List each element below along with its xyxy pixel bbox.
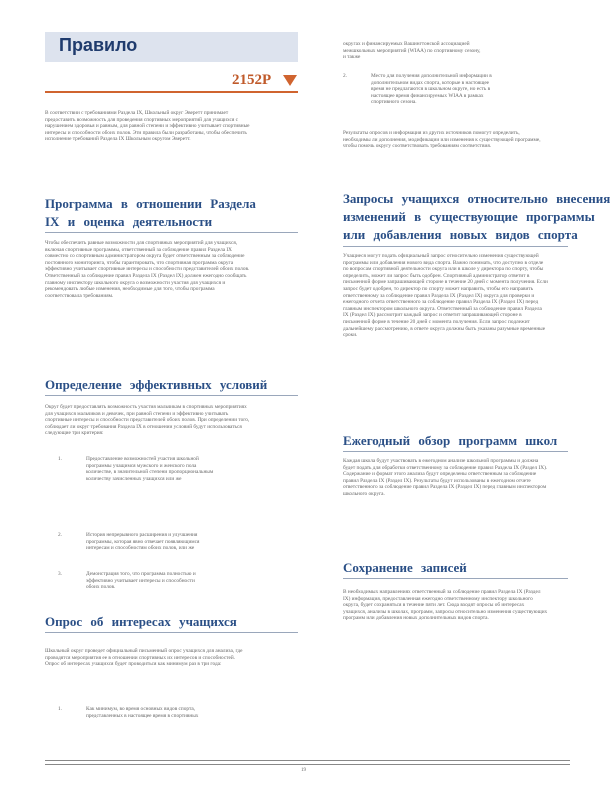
section1-heading-line1: Программа в отношении Раздела [45,196,256,211]
continued-paragraph: округах и финансируемых Вашингтонской ассоциацией межшкольных мероприятий (WIAA) по спортивному сезону, и также [343,41,481,61]
footer-divider-bottom [45,764,570,765]
section6-paragraph: В необходимых направлениях ответственный за соблюдение правил Раздела IX (Раздел IX) информация, предоставленная ежегодно ответственному инспектору школьного округа, будет сохраняться в течение пяти лет. Сюда входят опросы об интересах учащихся, анализы в школах, программ, запросы относительно изменения существующих программ или добавления новых дополнительных видов спорта. [343,589,548,622]
section4-paragraph: Учащиеся могут подать официальный запрос относительно изменения существующей программы или добавления нового вида спорта. Важно понимать, что доступно в отделе по вопросам спортивной деятельности округа или в школе у директора по спорту, чтобы определить, может ли запрос быть одобрен. Спортивный администратор ответит в письменной форме запрашивающей стороне в течение 20 дней с момента получения. Если запрос будет одобрен, то директор по спорту может направить, чтобы его направить ответственному за соблюдение правил Раздела IX (Раздел IX) округа для проверки и ежегодного отчета ответственного за соблюдение правил Раздела IX (Раздел IX) перед главным инспектором школьного округа. Ответственный за соблюдение правил Раздела IX (Раздел IX) рассмотрит каждый запрос и ответит запрашивающей стороне в письменной форме в течение 20 дней с момента получения. Если запрос подлежит дальнейшему рассмотрению, в ответе округа должны быть указаны разумные временные сроки. [343,253,548,339]
section2-heading: Определение эффективных условий [45,377,268,392]
section3-paragraph: Школьный округ проведет официальный письменный опрос учащихся для анализа, где проводятся мероприятия ее в отношении спортивных их интересов и способностей. Опрос об интересах учащихся будет проводиться как минимум раз в три года: [45,648,243,668]
section5-heading: Ежегодный обзор программ школ [343,433,558,448]
section2-divider [45,395,298,396]
page-title: Правило [59,35,138,55]
section1-paragraph: Чтобы обеспечить равные возможности для спортивных мероприятий для учащихся, включая спортивные программы, ответственный за соблюдение правил Раздела IX совместно со спортивным администратором округа будет ответственным за соблюдение постоянного мониторинга, чтобы гарантировать, что спортивная программа округа эффективно учитывает спортивные интересы и способности представителей обоих полов. Ответственный за соблюдение правил Раздела IX (Раздел IX) должен ежегодно сообщать главному инспектору школьного округа о возможности участия для учащихся и рекомендовать любые изменения, необходимые для того, чтобы программа соответствовала требованиям. [45,240,250,299]
document-page: Правило 2152P В соответствии с требованиями Раздела IX, Школьный округ Эверетт принимает предоставить возможность для проведения спортивных мероприятий для учащихся с нарушением здоровья и равным, для равной степени и эффективно учитывает спортивные интересы и способности обоих полов. Эти правила были разработаны, чтобы обеспечить исполнение требований Раздела IX Школьным округом Эверетт. Программа в отношении Раздела IX и оценка деятельности Чтобы обеспечить равные возможности для спортивных мероприятий для учащихся, включая спортивные программы, ответственный за соблюдение правил Раздела IX совместно со спортивным администратором округа будет ответственным за соблюдение постоянного мониторинга, чтобы гарантировать, что спортивная программа округа эффективно учитывает спортивные интересы и способности представителей обоих полов. Ответственный за соблюдение правил Раздела IX (Раздел IX) должен ежегодно сообщать главному инспектору школьного округа о возможности участия для учащихся и рекомендовать любые изменения, необходимые для того, чтобы программа соответствовала требованиям. Определение эффективных условий Округ будет предоставлять возможность участия мальчикам в спортивных мероприятиях для учащихся мальчиков и девочек, при равной степени и эффективно учитывать спортивные интересы и способности представителей обоих полов. При определении того, соблюдает ли округ требования Раздела IX в отношении условий будут использоваться следующие три критерия: 1. Предоставление возможностей участия школьной программы учащимся мужского и женского пола количестве, в значительной степени пропорциональным количеству зачисленных учащихся или же 2. История непрерывного расширения и улучшения программы, которая явно отвечает появляющимся интересам и способностям обоих полов, или же 3. Демонстрация того, что программа полностью и эффективно учитывает интересы и способности обоих полов. Опрос об интересах учащихся Школьный округ проведет официальный письменный опрос учащихся для анализа, где проводятся мероприятия ее в отношении спортивных их интересов и способностей. Опрос об интересах учащихся будет проводиться как минимум раз в три года: 1. Как минимум, во время основных видов спорта, представленных в настоящее время в спортивных округах и финансируемых Вашингтонской ассоциацией межшкольных мероприятий (WIAA) по спортивному сезону, и также 2. Место для получения дополнительной информации в дополнительном видах спорта, которые в настоящее время не предлагаются в школьном округе, но есть в настоящее время финансируемых WIAA в рамках спортивного сезона. Результаты опросов и информация из других источников помогут определить, необходимы ли дополнения, модификации или изменения к существующей программе, чтобы помочь округу соответствовать требованиям соответствия. Запросы учащихся относительно внесения изменений в существующие программы или добавления новых видов спорта Учащиеся могут подать официальный запрос относительно изменения существующей программы или добавления нового вида спорта. Важно понимать, что доступно в отделе по вопросам спортивной деятельности округа или в школе у директора по спорту, чтобы определить, может ли запрос быть одобрен. Спортивный администратор ответит в письменной форме запрашивающей стороне в течение 20 дней с момента получения. Если запрос будет одобрен, то директор по спорту может направить, чтобы его направить ответственному за соблюдение правил Раздела IX (Раздел IX) округа для проверки и ежегодного отчета ответственного за соблюдение правил Раздела IX (Раздел IX) перед главным инспектором школьного округа. Ответственный за соблюдение правил Раздела IX (Раздел IX) рассмотрит каждый запрос и ответит запрашивающей стороне в письменной форме в течение 20 дней с момента получения. Если запрос подлежит дальнейшему рассмотрению, в ответе округа должны быть указаны разумные временные сроки. Ежегодный обзор программ школ Каждая школа будут участвовать в ежегодном анализе школьной программы и должна будет подать для обработки ответственному за соблюдение правил Раздела IX (Раздел IX). Содержание и формат этого анализа будут определены ответственным за соблюдение правил Раздела IX (Раздел IX). Результаты будут использованы в ежегодном отчете ответственного за соблюдение правил Раздела IX (Раздел IX) перед главным инспектором школьного округа. Сохранение записей В необходимых направлениях ответственный за соблюдение правил Раздела IX (Раздел IX) информация, предоставленная ежегодно ответственному инспектору школьного округа, будет сохраняться в течение пяти лет. Сюда входят опросы об интересах учащихся, анализы в школах, программ, запросы относительно изменения существующих программ или добавления новых дополнительных видов спорта. 19 [0,0,616,800]
section4-divider [343,246,568,247]
section1-divider [45,232,298,233]
section4-heading-line1: Запросы учащихся относительно внесения [343,191,611,206]
section3-divider [45,632,298,633]
section6-heading: Сохранение записей [343,560,467,575]
triangle-down-icon [283,75,297,86]
section4-heading-line2: изменений в существующие программы [343,209,595,224]
section4-heading-line3: или добавления новых видов спорта [343,227,578,242]
section2-paragraph: Округ будет предоставлять возможность участия мальчикам в спортивных мероприятиях для учащихся мальчиков и девочек, при равной степени и эффективно учитывать спортивные интересы и способности представителей обоих полов. При определении того, соблюдает ли округ требования Раздела IX в отношении условий будут использоваться следующие три критерия: [45,404,250,437]
title-bar [45,32,298,62]
policy-number: 2152P [232,72,272,88]
section5-divider [343,451,568,452]
intro-paragraph: В соответствии с требованиями Раздела IX, Школьный округ Эверетт принимает предоставить возможность для проведения спортивных мероприятий для учащихся с нарушением здоровья и равным, для равной степени и эффективно учитывает спортивные интересы и способности обоих полов. Эти правила были разработаны, чтобы обеспечить исполнение требований Раздела IX Школьным округом Эверетт. [45,110,250,143]
section3-heading: Опрос об интересах учащихся [45,614,237,629]
page-number: 19 [301,768,306,773]
section5-paragraph: Каждая школа будут участвовать в ежегодном анализе школьной программы и должна будет подать для обработки ответственному за соблюдение правил Раздела IX (Раздел IX). Содержание и формат этого анализа будут определены ответственным за соблюдение правил Раздела IX (Раздел IX). Результаты будут использованы в ежегодном отчете ответственного за соблюдение правил Раздела IX (Раздел IX) перед главным инспектором школьного округа. [343,458,548,497]
results-paragraph: Результаты опросов и информация из других источников помогут определить, необходимы ли дополнения, модификации или изменения к существующей программе, чтобы помочь округу соответствовать требованиям соответствия. [343,130,541,150]
section1-heading-line2: IX и оценка деятельности [45,214,213,229]
title-divider [45,91,298,93]
section6-divider [343,578,568,579]
footer-divider-top [45,760,570,761]
